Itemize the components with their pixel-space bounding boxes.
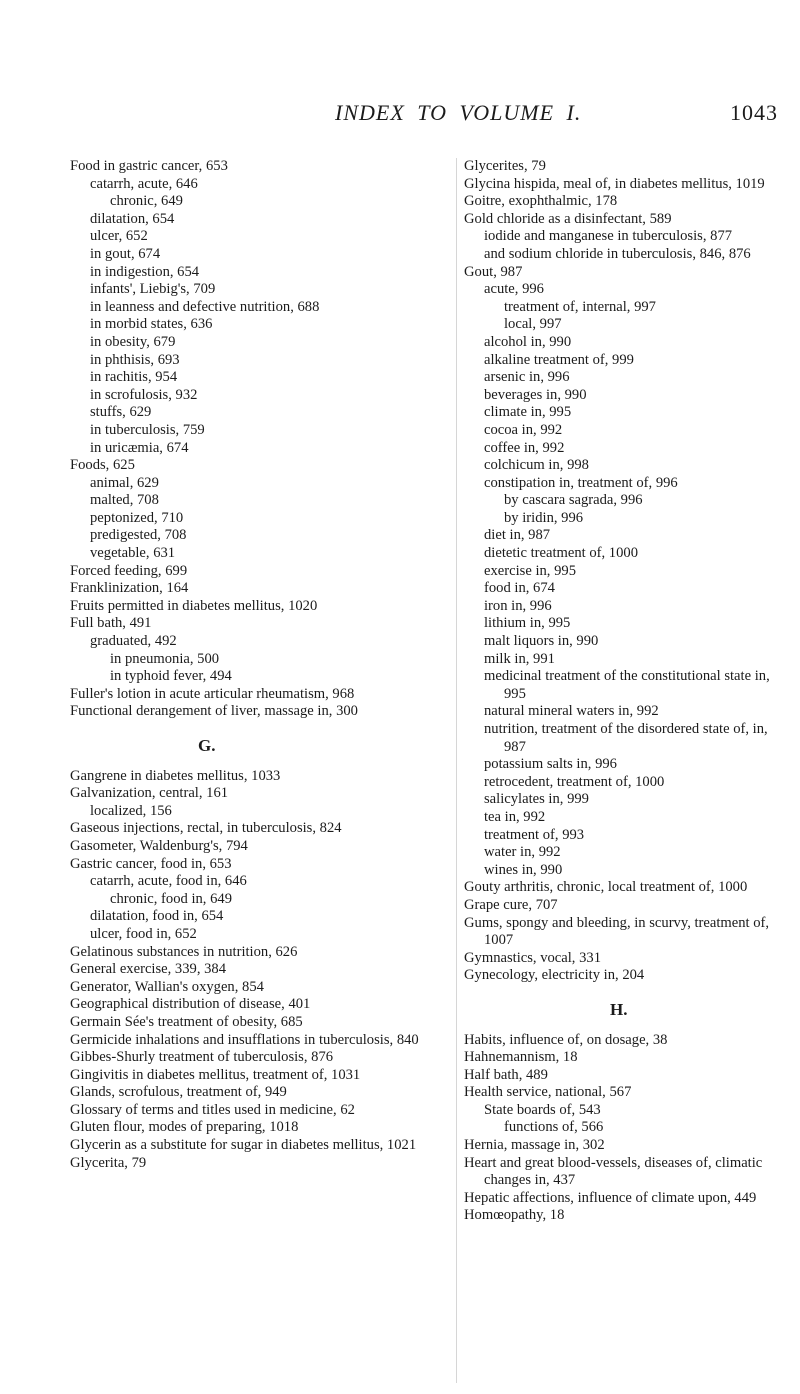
- index-entry: infants', Liebig's, 709: [90, 281, 216, 298]
- index-entry: treatment of, 993: [484, 826, 585, 843]
- index-entry: colchicum in, 998: [484, 457, 589, 474]
- index-entry: Gums, spongy and bleeding, in scurvy, treatment of, 1007: [464, 914, 770, 949]
- section-letter: G.: [198, 736, 216, 755]
- index-entry: vegetable, 631: [90, 545, 176, 562]
- index-entry: Habits, influence of, on dosage, 38: [464, 1031, 668, 1048]
- index-entry: Food in gastric cancer, 653: [70, 158, 228, 174]
- index-entry: Gymnastics, vocal, 331: [464, 949, 601, 966]
- index-entry: Gibbes-Shurly treatment of tuberculosis, 876: [70, 1049, 334, 1066]
- page-number: 1043: [730, 100, 778, 125]
- index-entry: treatment of, internal, 997: [504, 298, 656, 315]
- index-entry: Gold chloride as a disinfectant, 589: [464, 210, 672, 227]
- page-header: [0, 100, 800, 126]
- index-entry: ulcer, food in, 652: [90, 925, 197, 942]
- index-entry: and sodium chloride in tuberculosis, 846, 876: [484, 245, 751, 262]
- index-entry: in gout, 674: [90, 245, 161, 262]
- index-entry: Heart and great blood-vessels, diseases of, climatic changes in, 437: [464, 1154, 763, 1189]
- index-column-left: [70, 158, 465, 1172]
- index-entry: food in, 674: [484, 580, 555, 597]
- index-entry: in uricæmia, 674: [90, 439, 189, 456]
- index-entry: dilatation, 654: [90, 210, 175, 227]
- index-entry: beverages in, 990: [484, 386, 587, 403]
- index-entry: iron in, 996: [484, 597, 552, 614]
- index-entry: cocoa in, 992: [484, 421, 563, 438]
- index-entry: Galvanization, central, 161: [70, 785, 229, 802]
- index-entry: functions of, 566: [504, 1119, 604, 1136]
- index-entry: Functional derangement of liver, massage in, 300: [70, 703, 358, 720]
- index-entry: Gluten flour, modes of preparing, 1018: [70, 1119, 299, 1136]
- index-entry: water in, 992: [484, 844, 561, 861]
- index-entry: coffee in, 992: [484, 439, 565, 456]
- index-entry: alkaline treatment of, 999: [484, 351, 634, 368]
- index-entry: Franklinization, 164: [70, 580, 189, 597]
- index-entry: Glycerin as a substitute for sugar in diabetes mellitus, 1021: [70, 1137, 417, 1154]
- index-entry: Glycina hispida, meal of, in diabetes mellitus, 1019: [464, 175, 765, 192]
- index-entry: Forced feeding, 699: [70, 562, 188, 579]
- index-entry: exercise in, 995: [484, 562, 576, 579]
- index-entry: iodide and manganese in tuberculosis, 877: [484, 228, 733, 245]
- index-entry: salicylates in, 999: [484, 791, 589, 808]
- index-entry: dilatation, food in, 654: [90, 908, 224, 925]
- index-entry: climate in, 995: [484, 404, 572, 421]
- index-entry: in pneumonia, 500: [110, 650, 220, 667]
- index-entry: in indigestion, 654: [90, 263, 200, 280]
- index-entry: Foods, 625: [70, 457, 135, 474]
- index-entry: Generator, Wallian's oxygen, 854: [70, 978, 264, 995]
- index-entry: Gouty arthritis, chronic, local treatment of, 1000: [464, 879, 748, 896]
- index-entry: by iridin, 996: [504, 509, 584, 526]
- index-entry: Germicide inhalations and insufflations in tuberculosis, 840: [70, 1031, 419, 1048]
- index-entry: ulcer, 652: [90, 228, 148, 245]
- index-entry: malt liquors in, 990: [484, 633, 599, 650]
- index-entry: wines in, 990: [484, 861, 563, 878]
- index-entry: in morbid states, 636: [90, 316, 213, 333]
- index-entry: Full bath, 491: [70, 615, 152, 632]
- index-entry: Hernia, massage in, 302: [464, 1137, 605, 1154]
- index-entry: stuffs, 629: [90, 404, 152, 421]
- index-entry: alcohol in, 990: [484, 333, 572, 350]
- index-entry: potassium salts in, 996: [484, 756, 617, 773]
- index-entry: Gaseous injections, rectal, in tuberculosis, 824: [70, 820, 342, 837]
- index-entry: constipation in, treatment of, 996: [484, 474, 678, 491]
- running-title: INDEX TO VOLUME I.: [335, 100, 582, 125]
- index-entry: local, 997: [504, 316, 562, 333]
- index-entry: catarrh, acute, food in, 646: [90, 873, 247, 890]
- index-entry: acute, 996: [484, 281, 544, 298]
- index-entry: diet in, 987: [484, 527, 551, 544]
- index-entry: in phthisis, 693: [90, 351, 180, 368]
- index-entry: in tuberculosis, 759: [90, 421, 205, 438]
- index-entry: in obesity, 679: [90, 333, 176, 350]
- index-entry: chronic, food in, 649: [110, 890, 232, 907]
- index-entry: Grape cure, 707: [464, 896, 558, 913]
- index-entry: in scrofulosis, 932: [90, 386, 198, 403]
- index-entry: State boards of, 543: [484, 1101, 601, 1118]
- index-entry: Half bath, 489: [464, 1066, 548, 1083]
- index-entry: natural mineral waters in, 992: [484, 703, 659, 720]
- index-entry: Gangrene in diabetes mellitus, 1033: [70, 767, 281, 784]
- index-entry: Gastric cancer, food in, 653: [70, 855, 232, 872]
- index-entry: Health service, national, 567: [464, 1084, 632, 1101]
- index-entry: Glands, scrofulous, treatment of, 949: [70, 1084, 287, 1101]
- index-entry: tea in, 992: [484, 808, 546, 825]
- index-entry: Gingivitis in diabetes mellitus, treatment of, 1031: [70, 1066, 361, 1083]
- index-entry: malted, 708: [90, 492, 159, 509]
- index-entry: nutrition, treatment of the disordered state of, in, 987: [484, 721, 768, 755]
- index-entry: Gasometer, Waldenburg's, 794: [70, 837, 248, 854]
- index-entry: Fuller's lotion in acute articular rheumatism, 968: [70, 685, 355, 702]
- index-entry: Gout, 987: [464, 263, 523, 280]
- index-entry: graduated, 492: [90, 633, 177, 650]
- index-entry: chronic, 649: [110, 193, 183, 210]
- index-entry: Hahnemannism, 18: [464, 1049, 578, 1066]
- index-entry: by cascara sagrada, 996: [504, 492, 643, 509]
- index-entry: in leanness and defective nutrition, 688: [90, 298, 320, 315]
- index-entry: animal, 629: [90, 474, 159, 491]
- column-divider: [456, 158, 457, 1383]
- section-letter: H.: [610, 999, 628, 1019]
- index-entry: in rachitis, 954: [90, 369, 178, 386]
- index-entry: in typhoid fever, 494: [110, 668, 232, 685]
- index-entry: dietetic treatment of, 1000: [484, 545, 638, 562]
- index-entry: peptonized, 710: [90, 509, 184, 526]
- index-entry: lithium in, 995: [484, 615, 571, 632]
- index-entry: medicinal treatment of the constitutional state in, 995: [484, 668, 770, 702]
- index-entry: Glossary of terms and titles used in medicine, 62: [70, 1101, 355, 1118]
- index-entry: Glycerites, 79: [464, 158, 546, 174]
- index-entry: Geographical distribution of disease, 401: [70, 996, 311, 1013]
- index-entry: retrocedent, treatment of, 1000: [484, 773, 665, 790]
- index-entry: Gelatinous substances in nutrition, 626: [70, 943, 298, 960]
- index-entry: Germain Sée's treatment of obesity, 685: [70, 1013, 303, 1030]
- index-entry: Gynecology, electricity in, 204: [464, 967, 645, 984]
- index-column-right: [464, 158, 776, 1225]
- index-entry: Hepatic affections, influence of climate upon, 449: [464, 1189, 757, 1206]
- index-entry: Glycerita, 79: [70, 1154, 147, 1171]
- index-entry: General exercise, 339, 384: [70, 961, 227, 978]
- index-entry: catarrh, acute, 646: [90, 175, 198, 192]
- index-entry: arsenic in, 996: [484, 369, 570, 386]
- index-entry: milk in, 991: [484, 650, 555, 667]
- index-entry: Homœopathy, 18: [464, 1207, 565, 1224]
- index-entry: localized, 156: [90, 802, 172, 819]
- index-entry: Fruits permitted in diabetes mellitus, 1020: [70, 597, 318, 614]
- index-entry: predigested, 708: [90, 527, 187, 544]
- index-entry: Goitre, exophthalmic, 178: [464, 193, 618, 210]
